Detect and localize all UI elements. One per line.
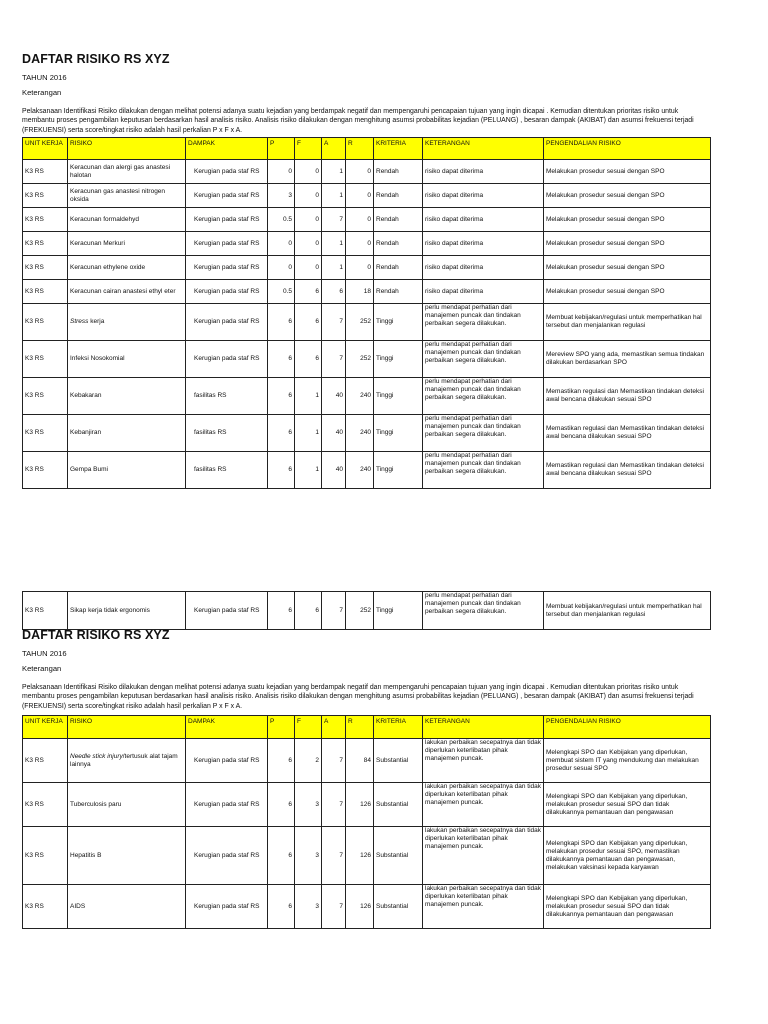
cell-risiko [68,304,186,341]
cell-dampak-text: fasilitas RS [194,392,227,399]
cell-r: 0 [346,208,374,232]
cell-f: 6 [295,304,322,341]
cell-keterangan: risiko dapat diterima [423,160,544,184]
col-r: R [346,138,374,160]
cell-f: 6 [295,341,322,378]
col-dampak: DAMPAK [186,138,268,160]
cell-unit: K3 RS [23,208,68,232]
cell-unit: K3 RS [23,452,68,489]
cell-unit: K3 RS [23,415,68,452]
cell-risiko: Kebanjiran [68,415,186,452]
cell-kriteria: Tinggi [374,341,423,378]
cell-dampak [186,160,268,184]
table-row [23,827,711,885]
cell-unit: K3 RS [23,256,68,280]
cell-f: 0 [295,208,322,232]
table-row [23,304,711,341]
cell-a: 7 [322,739,346,783]
table-row [23,280,711,304]
cell-keterangan: risiko dapat diterima [423,256,544,280]
cell-f: 1 [295,415,322,452]
cell-unit: K3 RS [23,827,68,885]
cell-p: 6 [268,739,295,783]
risk-table-1 [22,137,711,489]
year-label-2: TAHUN 2016 [22,649,67,658]
cell-a: 40 [322,452,346,489]
cell-pengendalian: Melengkapi SPO dan Kebijakan yang diperlukan, melakukan prosedur sesuai SPO dan tidak dilakukannya pemantauan dan pengawasan [544,783,711,827]
table-row [23,341,711,378]
cell-unit: K3 RS [23,280,68,304]
cell-dampak [186,452,268,489]
risk-table-continuation [22,591,711,630]
col-kriteria: KRITERIA [374,716,423,739]
table-row [23,184,711,208]
cell-dampak-text: Kerugian pada staf RS [194,287,260,295]
cell-f: 6 [295,280,322,304]
cell-unit: K3 RS [23,304,68,341]
col-r: R [346,716,374,739]
cell-r: 126 [346,885,374,929]
cell-dampak [186,885,268,929]
cell-p: 6 [268,827,295,885]
cell-dampak-text: Kerugian pada staf RS [194,167,260,175]
page1-header [22,52,710,135]
cell-f: 3 [295,827,322,885]
cell-dampak-text: Kerugian pada staf RS [194,355,260,362]
cell-dampak [186,304,268,341]
cell-kriteria: Rendah [374,280,423,304]
cell-dampak-text: Kerugian pada staf RS [194,263,260,271]
table-row [23,783,711,827]
cell-dampak [186,341,268,378]
cell-kriteria: Tinggi [374,592,423,630]
col-dampak: DAMPAK [186,716,268,739]
cell-p: 6 [268,452,295,489]
cell-dampak [186,783,268,827]
table-row [23,592,711,630]
cell-unit: K3 RS [23,783,68,827]
cell-keterangan: risiko dapat diterima [423,208,544,232]
cell-risiko: Kebakaran [68,378,186,415]
cell-dampak [186,280,268,304]
table-row [23,739,711,783]
cell-r: 18 [346,280,374,304]
keterangan-heading: Keterangan [22,88,62,97]
cell-kriteria: Rendah [374,232,423,256]
cell-p: 6 [268,378,295,415]
cell-pengendalian: Membuat kebijakan/regulasi untuk memperhatikan hal tersebut dan menjalankan regulasi [544,304,711,341]
cell-risiko: Keracunan formaldehyd [68,208,186,232]
cell-a: 7 [322,341,346,378]
cell-risiko: Sikap kerja tidak ergonomis [68,592,186,630]
cell-unit: K3 RS [23,885,68,929]
table-row [23,256,711,280]
cell-f: 3 [295,885,322,929]
col-risiko: RISIKO [68,716,186,739]
col-f: F [295,138,322,160]
cell-risiko: Hepatitis B [68,827,186,885]
cell-a: 7 [322,827,346,885]
cell-p: 6 [268,341,295,378]
cell-dampak [186,184,268,208]
table-header-row [23,138,711,160]
cell-a: 40 [322,378,346,415]
cell-pengendalian: Melengkapi SPO dan Kebijakan yang diperlukan, melakukan prosedur sesuai SPO, memastikan dilakukannya pemantauan dan pengawasan, melakukan vaksinasi kepada karyawan [544,827,711,885]
cell-p: 6 [268,885,295,929]
cell-pengendalian: Memastikan regulasi dan Memastikan tindakan deteksi awal bencana dilakukan sesuai SPO [544,415,711,452]
cell-unit: K3 RS [23,592,68,630]
table-row [23,378,711,415]
cell-a: 7 [322,208,346,232]
cell-r: 126 [346,827,374,885]
keterangan-heading-2: Keterangan [22,664,62,673]
cell-kriteria: Substantial [374,739,423,783]
cell-r: 252 [346,304,374,341]
cell-a: 6 [322,280,346,304]
cell-unit: K3 RS [23,184,68,208]
cell-keterangan: perlu mendapat perhatian dari manajemen puncak dan tindakan perbaikan segera dilakukan. [423,341,544,378]
cell-keterangan: lakukan perbaikan secepatnya dan tidak diperlukan keterlibatan pihak manajemen puncak. [423,783,544,827]
cell-kriteria: Substantial [374,827,423,885]
cell-dampak [186,208,268,232]
table-row [23,452,711,489]
cell-r: 252 [346,592,374,630]
col-a: A [322,138,346,160]
cell-r: 240 [346,378,374,415]
col-f: F [295,716,322,739]
cell-kriteria: Rendah [374,184,423,208]
cell-a: 1 [322,160,346,184]
cell-pengendalian: Melakukan prosedur sesuai dengan SPO [544,184,711,208]
cell-risiko-italic: Needle stick injury [70,752,123,760]
cell-f: 0 [295,184,322,208]
cell-pengendalian: Melengkapi SPO dan Kebijakan yang diperlukan, membuat sistem IT yang mendukung dan melakukan prosedur sesuai SPO [544,739,711,783]
page-title: DAFTAR RISIKO RS XYZ [22,52,170,66]
table-row [23,885,711,929]
cell-dampak [186,256,268,280]
cell-risiko: Keracunan ethylene oxide [68,256,186,280]
page-title-2: DAFTAR RISIKO RS XYZ [22,628,170,642]
cell-p: 6 [268,415,295,452]
cell-p: 6 [268,783,295,827]
cell-pengendalian: Melakukan prosedur sesuai dengan SPO [544,256,711,280]
cell-kriteria: Rendah [374,208,423,232]
cell-pengendalian: Melakukan prosedur sesuai dengan SPO [544,208,711,232]
cell-f: 1 [295,378,322,415]
cell-f: 0 [295,256,322,280]
cell-dampak-text: Kerugian pada staf RS [194,851,260,859]
cell-kriteria: Substantial [374,783,423,827]
cell-keterangan: risiko dapat diterima [423,280,544,304]
col-kriteria: KRITERIA [374,138,423,160]
cell-unit: K3 RS [23,739,68,783]
cell-f: 0 [295,160,322,184]
cell-a: 7 [322,783,346,827]
cell-dampak [186,232,268,256]
cell-a: 7 [322,592,346,630]
cell-kriteria: Tinggi [374,415,423,452]
cell-kriteria: Rendah [374,256,423,280]
col-p: P [268,138,295,160]
cell-dampak-text: fasilitas RS [194,429,227,436]
cell-risiko-italic: Stress [70,318,89,325]
cell-p: 6 [268,304,295,341]
col-keterangan: KETERANGAN [423,716,544,739]
cell-risiko: Keracunan gas anastesi nitrogen oksida [68,184,186,208]
cell-kriteria: Tinggi [374,304,423,341]
page2-header [22,628,710,711]
cell-keterangan: perlu mendapat perhatian dari manajemen puncak dan tindakan perbaikan segera dilakukan. [423,378,544,415]
cell-r: 0 [346,232,374,256]
cell-p: 0.5 [268,280,295,304]
risk-table-2 [22,715,711,929]
cell-risiko: Keracunan dan alergi gas anastesi halotan [68,160,186,184]
cell-f: 1 [295,452,322,489]
cell-r: 252 [346,341,374,378]
cell-keterangan: lakukan perbaikan secepatnya dan tidak diperlukan keterlibatan pihak manajemen puncak. [423,827,544,885]
cell-r: 0 [346,184,374,208]
cell-kriteria: Tinggi [374,452,423,489]
cell-risiko: Gempa Bumi [68,452,186,489]
cell-dampak-text: Kerugian pada staf RS [194,191,260,199]
cell-dampak [186,592,268,630]
cell-kriteria: Rendah [374,160,423,184]
table-row [23,160,711,184]
cell-risiko: Tuberculosis paru [68,783,186,827]
col-risiko: RISIKO [68,138,186,160]
cell-risiko: Keracunan cairan anastesi ethyl eter [68,280,186,304]
cell-pengendalian: Membuat kebijakan/regulasi untuk memperhatikan hal tersebut dan menjalankan regulasi [544,592,711,630]
cell-pengendalian: Memastikan regulasi dan Memastikan tindakan deteksi awal bencana dilakukan sesuai SPO [544,452,711,489]
cell-dampak-text: Kerugian pada staf RS [194,606,260,614]
cell-p: 6 [268,592,295,630]
cell-p: 3 [268,184,295,208]
cell-unit: K3 RS [23,160,68,184]
cell-r: 84 [346,739,374,783]
cell-pengendalian: Melengkapi SPO dan Kebijakan yang diperlukan, melakukan prosedur sesuai SPO dan tidak dilakukannya pemantauan dan pengawasan [544,885,711,929]
cell-pengendalian: Melakukan prosedur sesuai dengan SPO [544,160,711,184]
cell-dampak [186,827,268,885]
table-row [23,208,711,232]
cell-dampak [186,739,268,783]
cell-unit: K3 RS [23,378,68,415]
intro-paragraph-2: Pelaksanaan Identifikasi Risiko dilakukan dengan melihat potensi adanya suatu kejadian yang berdampak negatif dan mempengaruhi pencapaian tujuan yang ingin dicapai . Kemudian ditentukan prioritas risiko untuk membantu proses pengambilan keputusan berdasarkan hasil analisis risiko. Analisis risiko dilakukan dengan menghitung asumsi probabilitas kejadian (PELUANG) , besaran dampak (AKIBAT) dan asumsi frekuensi terjadi (FREKUENSI) serta score/tingkat risiko adalah hasil perkalian P x F x A. [22,684,694,710]
cell-a: 1 [322,184,346,208]
cell-dampak-text: Kerugian pada staf RS [194,318,260,325]
cell-pengendalian: Memastikan regulasi dan Memastikan tindakan deteksi awal bencana dilakukan sesuai SPO [544,378,711,415]
table-row [23,232,711,256]
cell-pengendalian: Mereview SPO yang ada, memastikan semua tindakan dilakukan berdasarkan SPO [544,341,711,378]
cell-p: 0 [268,232,295,256]
cell-a: 1 [322,232,346,256]
cell-r: 126 [346,783,374,827]
cell-f: 6 [295,592,322,630]
col-p: P [268,716,295,739]
cell-pengendalian: Melakukan prosedur sesuai dengan SPO [544,280,711,304]
cell-keterangan: risiko dapat diterima [423,232,544,256]
cell-risiko-rest: /tertusuk alat tajam lainnya [70,752,178,768]
cell-risiko-rest: kerja [88,318,105,325]
col-pengendalian: PENGENDALIAN RISIKO [544,716,711,739]
col-a: A [322,716,346,739]
cell-a: 1 [322,256,346,280]
year-label: TAHUN 2016 [22,73,67,82]
col-unit-kerja: UNIT KERJA [23,138,68,160]
cell-keterangan: lakukan perbaikan secepatnya dan tidak diperlukan keterlibatan pihak manajemen puncak. [423,885,544,929]
cell-dampak [186,415,268,452]
cell-risiko: Infeksi Nosokomial [68,341,186,378]
cell-pengendalian: Melakukan prosedur sesuai dengan SPO [544,232,711,256]
cell-f: 0 [295,232,322,256]
cell-keterangan: risiko dapat diterima [423,184,544,208]
cell-dampak-text: Kerugian pada staf RS [194,800,260,808]
cell-p: 0 [268,256,295,280]
cell-unit: K3 RS [23,232,68,256]
cell-r: 0 [346,160,374,184]
table-row [23,415,711,452]
cell-unit: K3 RS [23,341,68,378]
col-unit-kerja: UNIT KERJA [23,716,68,739]
cell-a: 7 [322,304,346,341]
cell-dampak-text: Kerugian pada staf RS [194,239,260,247]
cell-risiko: AIDS [68,885,186,929]
cell-keterangan: perlu mendapat perhatian dari manajemen puncak dan tindakan perbaikan segera dilakukan. [423,415,544,452]
cell-p: 0 [268,160,295,184]
col-keterangan: KETERANGAN [423,138,544,160]
cell-keterangan: lakukan perbaikan secepatnya dan tidak diperlukan keterlibatan pihak manajemen puncak. [423,739,544,783]
cell-kriteria: Substantial [374,885,423,929]
cell-r: 240 [346,452,374,489]
cell-f: 2 [295,739,322,783]
intro-paragraph: Pelaksanaan Identifikasi Risiko dilakukan dengan melihat potensi adanya suatu kejadian yang berdampak negatif dan mempengaruhi pencapaian tujuan yang ingin dicapai . Kemudian ditentukan prioritas risiko untuk membantu proses pengambilan keputusan berdasarkan hasil analisis risiko. Analisis risiko dilakukan dengan menghitung asumsi probabilitas kejadian (PELUANG) , besaran dampak (AKIBAT) dan asumsi frekuensi terjadi (FREKUENSI) serta score/tingkat risiko adalah hasil perkalian P x F x A. [22,108,694,134]
cell-a: 7 [322,885,346,929]
cell-dampak-text: Kerugian pada staf RS [194,756,260,764]
cell-dampak [186,378,268,415]
cell-risiko: Keracunan Merkuri [68,232,186,256]
cell-r: 0 [346,256,374,280]
cell-kriteria: Tinggi [374,378,423,415]
cell-f: 3 [295,783,322,827]
col-pengendalian: PENGENDALIAN RISIKO [544,138,711,160]
cell-risiko [68,739,186,783]
cell-dampak-text: Kerugian pada staf RS [194,902,260,910]
cell-keterangan: perlu mendapat perhatian dari manajemen puncak dan tindakan perbaikan segera dilakukan. [423,592,544,630]
cell-dampak-text: fasilitas RS [194,466,227,473]
cell-keterangan: perlu mendapat perhatian dari manajemen puncak dan tindakan perbaikan segera dilakukan. [423,452,544,489]
cell-keterangan: perlu mendapat perhatian dari manajemen puncak dan tindakan perbaikan segera dilakukan. [423,304,544,341]
cell-r: 240 [346,415,374,452]
cell-p: 0.5 [268,208,295,232]
cell-dampak-text: Kerugian pada staf RS [194,215,260,223]
cell-a: 40 [322,415,346,452]
table-header-row-2 [23,716,711,739]
